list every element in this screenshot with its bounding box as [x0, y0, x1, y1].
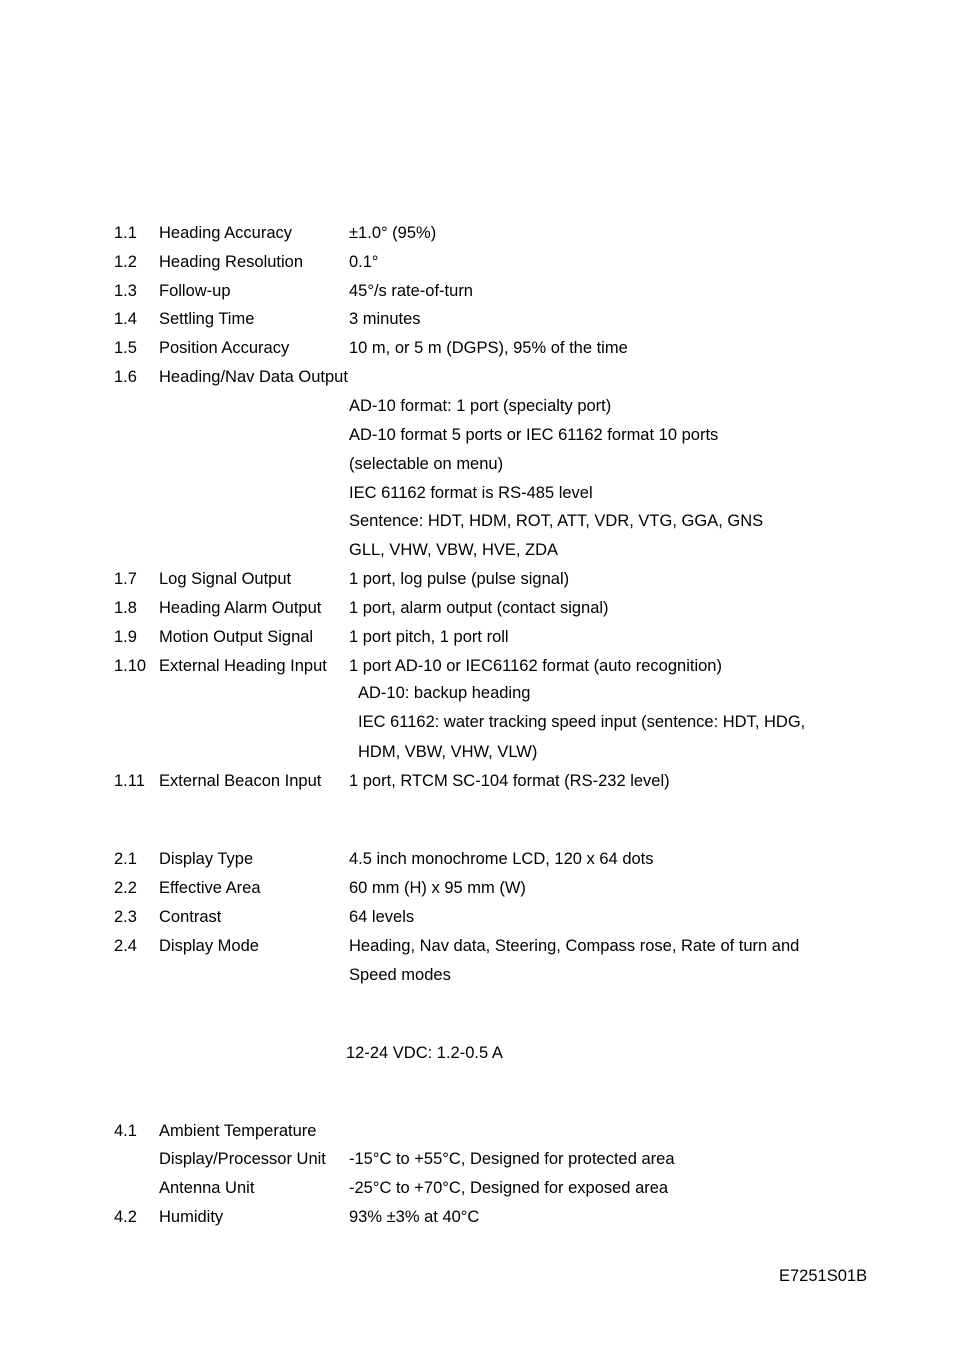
item-value: -15°C to +55°C, Designed for protected area: [349, 1150, 675, 1168]
item-number: 1.7: [114, 570, 137, 588]
item-value: IEC 61162 format is RS-485 level: [349, 484, 593, 502]
item-value: 1 port, RTCM SC-104 format (RS-232 level): [349, 772, 670, 790]
item-number: 1.8: [114, 599, 137, 617]
item-value: 10 m, or 5 m (DGPS), 95% of the time: [349, 339, 628, 357]
item-label: Ambient Temperature: [159, 1122, 317, 1140]
item-number: 1.1: [114, 224, 137, 242]
item-value: 1 port AD-10 or IEC61162 format (auto recognition): [349, 657, 722, 675]
item-number: 1.6: [114, 368, 137, 386]
item-value: (selectable on menu): [349, 455, 504, 473]
item-number: 4.1: [114, 1122, 137, 1140]
item-value: 93% ±3% at 40°C: [349, 1208, 480, 1226]
item-number: 2.2: [114, 879, 137, 897]
item-value: AD-10 format: 1 port (specialty port): [349, 397, 612, 415]
item-label: Display/Processor Unit: [159, 1150, 326, 1168]
item-value: HDM, VBW, VHW, VLW): [358, 743, 538, 761]
item-value: -25°C to +70°C, Designed for exposed area: [349, 1179, 669, 1197]
item-label: Log Signal Output: [159, 570, 292, 588]
item-number: 4.2: [114, 1208, 137, 1226]
item-label: Heading Alarm Output: [159, 599, 322, 617]
item-value: AD-10: backup heading: [358, 684, 531, 702]
item-label: Display Mode: [159, 937, 259, 955]
item-label: Display Type: [159, 850, 254, 868]
item-label: Antenna Unit: [159, 1179, 255, 1197]
item-label: Heading Accuracy: [159, 224, 292, 242]
item-value: 1 port pitch, 1 port roll: [349, 628, 509, 646]
item-label: External Heading Input: [159, 657, 327, 675]
item-value: 3 minutes: [349, 310, 421, 328]
item-number: 2.4: [114, 937, 137, 955]
item-value: 64 levels: [349, 908, 415, 926]
item-label: Position Accuracy: [159, 339, 290, 357]
item-number: 1.4: [114, 310, 137, 328]
item-number: 1.3: [114, 282, 137, 300]
item-value: Sentence: HDT, HDM, ROT, ATT, VDR, VTG, GGA, GNS: [349, 512, 764, 530]
item-label: Heading Resolution: [159, 253, 304, 271]
item-number: 1.2: [114, 253, 137, 271]
item-label: Humidity: [159, 1208, 224, 1226]
item-label: Heading/Nav Data Output: [159, 368, 348, 386]
item-number: 1.5: [114, 339, 137, 357]
item-number: 1.10: [114, 657, 147, 675]
item-label: Settling Time: [159, 310, 255, 328]
item-value: GLL, VHW, VBW, HVE, ZDA: [349, 541, 559, 559]
item-number: 2.3: [114, 908, 137, 926]
item-value: AD-10 format 5 ports or IEC 61162 format 10 ports: [349, 426, 719, 444]
item-value: 45°/s rate-of-turn: [349, 282, 473, 300]
item-number: 2.1: [114, 850, 137, 868]
item-value: Speed modes: [349, 966, 451, 984]
item-value: ±1.0° (95%): [349, 224, 437, 242]
item-value: 60 mm (H) x 95 mm (W): [349, 879, 526, 897]
item-label: External Beacon Input: [159, 772, 322, 790]
item-value: 0.1°: [349, 253, 379, 271]
item-value: IEC 61162: water tracking speed input (sentence: HDT, HDG,: [358, 713, 806, 731]
item-label: Motion Output Signal: [159, 628, 314, 646]
item-value: 1 port, log pulse (pulse signal): [349, 570, 570, 588]
item-number: 1.11: [114, 772, 145, 790]
power-supply-value: 12-24 VDC: 1.2-0.5 A: [346, 1044, 503, 1062]
item-label: Effective Area: [159, 879, 261, 897]
document-code: E7251S01B: [779, 1267, 868, 1285]
item-label: Contrast: [159, 908, 222, 926]
item-value: 4.5 inch monochrome LCD, 120 x 64 dots: [349, 850, 654, 868]
item-value: 1 port, alarm output (contact signal): [349, 599, 609, 617]
item-value: Heading, Nav data, Steering, Compass rose, Rate of turn and: [349, 937, 800, 955]
item-number: 1.9: [114, 628, 137, 646]
item-label: Follow-up: [159, 282, 231, 300]
